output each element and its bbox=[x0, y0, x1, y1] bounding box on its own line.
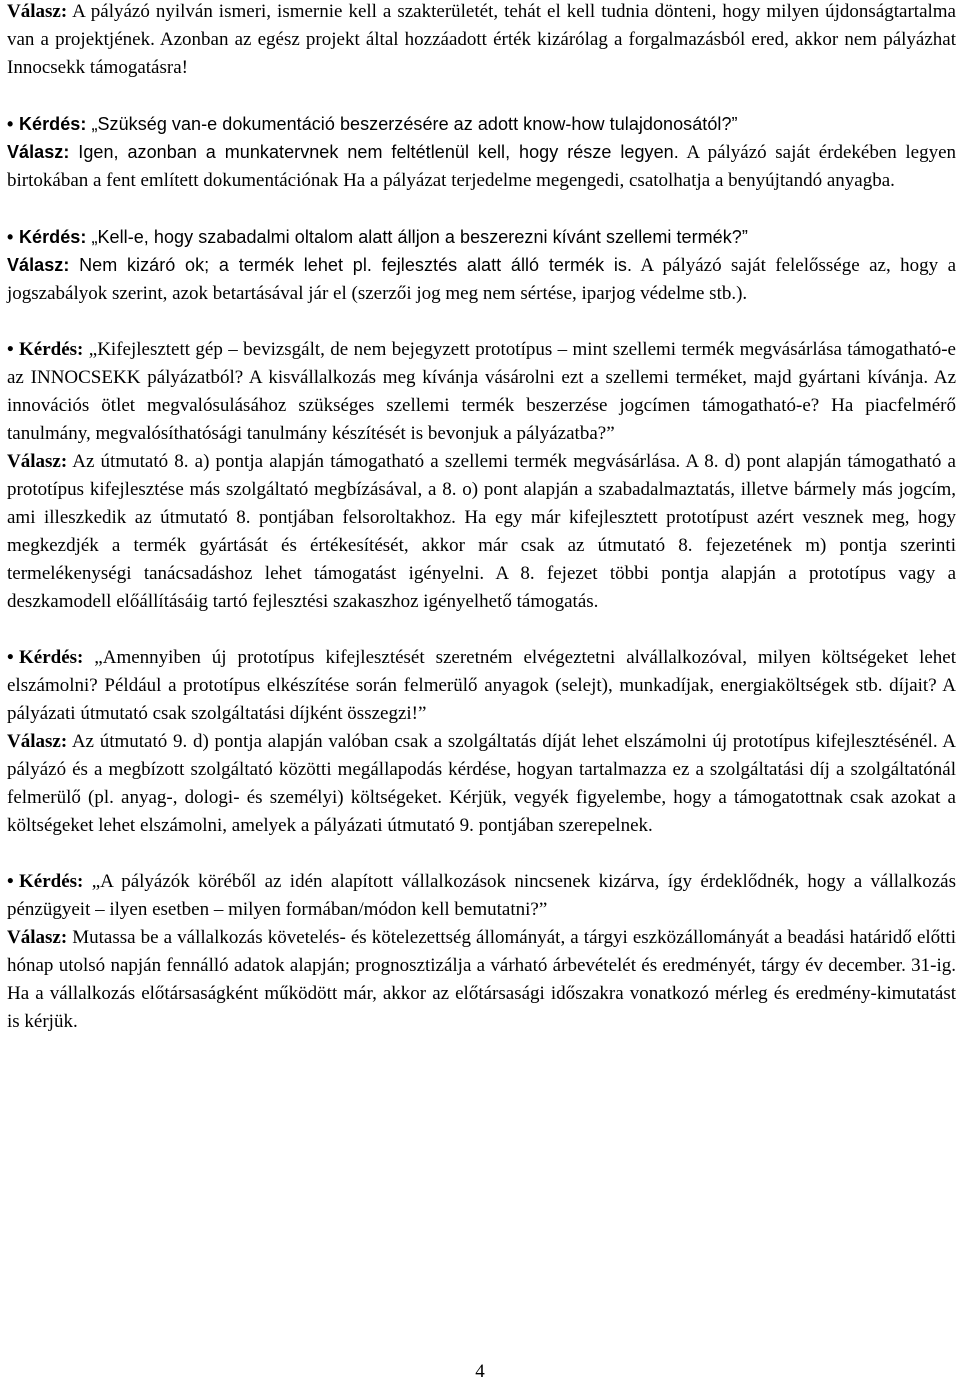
bullet-icon: • bbox=[7, 647, 14, 668]
answer-label: Válasz: bbox=[7, 255, 70, 275]
question-label: Kérdés: bbox=[19, 339, 84, 360]
answer bbox=[7, 251, 956, 308]
question-text: „A pályázók köréből az idén alapított vállalkozások nincsenek kizárva, így érdeklődnék, hogy a vállalkozás pénzügyeit – ilyen esetben – milyen formában/módon kell bemutatni?” bbox=[7, 871, 956, 920]
answer bbox=[7, 138, 956, 195]
question-label: Kérdés: bbox=[19, 114, 87, 134]
question-text: „Kell-e, hogy szabadalmi oltalom alatt álljon a beszerezni kívánt szellemi termék?” bbox=[86, 227, 748, 247]
bullet-icon: • bbox=[7, 227, 14, 247]
qa-item bbox=[7, 868, 956, 1036]
answer-label: Válasz: bbox=[7, 731, 68, 752]
answer-text: Mutassa be a vállalkozás követelés- és kötelezettség állományát, a tárgyi eszközállományát a beadási határidő előtti hónap utolsó napján fennálló adatok alapján; prognosztizálja a várható árbevételét és eredményét, tárgy év december. 31-ig. Ha a vállalkozás előtársaságként működött már, akkor az előtársasági időszakra vonatkozó mérleg és eredmény-kimutatást is kérjük. bbox=[7, 927, 956, 1032]
question-text: „Szükség van-e dokumentáció beszerzésére az adott know-how tulajdonosától?” bbox=[86, 114, 738, 134]
answer-text: A pályázó saját érdekében legyen birtokában a fent említett dokumentációnak Ha a pályázat terjedelme megengedi, csatolhatja a benyújtandó anyagba. bbox=[7, 142, 957, 191]
question-text: „Amennyiben új prototípus kifejlesztését szeretném elvégeztetni alvállalkozóval, milyen költségeket lehet elszámolni? Például a prototípus elkészítése során felmerülő anyagok (selejt), munkadíjak, energiaköltségek stb. díjait? A pályázati útmutató csak szolgáltatási díjként összegzi!” bbox=[7, 647, 956, 724]
question bbox=[7, 868, 956, 924]
intro-answer bbox=[7, 0, 956, 82]
question bbox=[7, 223, 956, 251]
question bbox=[7, 336, 956, 448]
answer-label: Válasz: bbox=[7, 451, 68, 472]
answer-label: Válasz: bbox=[7, 927, 68, 948]
answer-text-sans: Nem kizáró ok; a termék lehet pl. fejlesztés alatt álló termék is. bbox=[69, 255, 633, 275]
answer-label: Válasz: bbox=[7, 1, 68, 22]
answer bbox=[7, 448, 956, 616]
qa-item bbox=[7, 644, 956, 840]
bullet-icon: • bbox=[7, 871, 14, 892]
qa-item bbox=[7, 336, 956, 616]
question bbox=[7, 644, 956, 728]
question-text: „Kifejlesztett gép – bevizsgált, de nem bejegyzett prototípus – mint szellemi termék megvásárlása támogatható-e az INNOCSEKK pályázatból? A kisvállalkozás meg kívánja vásárolni ezt a szellemi terméket, majd gyártani kívánja. Az innovációs ötlet megvalósulásához szükséges szellemi termék beszerzése jogcímen támogatható-e? Ha piacfelmérő tanulmány, megvalósíthatósági tanulmány készítését is bevonjuk a pályázatba?” bbox=[7, 339, 956, 444]
question bbox=[7, 110, 956, 138]
answer bbox=[7, 924, 956, 1036]
answer-text-sans: Igen, azonban a munkatervnek nem feltétlenül kell, hogy része legyen. bbox=[69, 142, 679, 162]
question-label: Kérdés: bbox=[19, 227, 87, 247]
bullet-icon: • bbox=[7, 339, 14, 360]
qa-item bbox=[7, 223, 956, 308]
question-label: Kérdés: bbox=[19, 647, 84, 668]
answer-text: Az útmutató 9. d) pontja alapján valóban csak a szolgáltatás díját lehet elszámolni új prototípus kifejlesztésénél. A pályázó és a megbízott szolgáltató közötti megállapodás kérdése, hogyan tartalmazza ez a szolgáltatási díj a szolgáltatónál felmerülő (pl. anyag-, dologi- és személyi) költségeket. Kérjük, vegyék figyelembe, hogy a támogatottnak csak azokat a költségeket lehet elszámolni, amelyek a pályázati útmutató 9. pontjában szerepelnek. bbox=[7, 731, 956, 836]
document-page bbox=[7, 0, 956, 1036]
answer bbox=[7, 728, 956, 840]
answer-text: A pályázó nyilván ismeri, ismernie kell a szakterületét, tehát el kell tudnia dönteni, hogy milyen újdonságtartalma van a projektjének. Azonban az egész projekt által hozzáadott érték kizárólag a forgalmazásból ered, akkor nem pályázhat Innocsekk támogatásra! bbox=[7, 1, 956, 78]
answer-text: A pályázó saját felelőssége az, hogy a jogszabályok szerint, azok betartásával jár el (szerzői jog meg nem sértése, iparjog védelme stb.). bbox=[7, 255, 956, 304]
page-number: 4 bbox=[475, 1361, 485, 1382]
bullet-icon: • bbox=[7, 114, 14, 134]
question-label: Kérdés: bbox=[19, 871, 84, 892]
answer-text: Az útmutató 8. a) pontja alapján támogatható a szellemi termék megvásárlása. A 8. d) pont alapján támogatható a prototípus kifejlesztése más szolgáltató megbízásával, a 8. o) pont alapján a szabadalmaztatás, illetve bármely más jogcím, ami illeszkedik az útmutató 8. pontjában felsoroltakhoz. Ha egy már kifejlesztett prototípust azért vesznek meg, hogy megkezdjék a termék gyártását és értékesítését, akkor már csak az útmutató 8. fejezetének m) pontja szerinti termelékenységi tanácsadáshoz lehet támogatást igényelni. A 8. fejezet többi pontja alapján a prototípus vagy a deszkamodell előállításáig tartó fejlesztési szakaszhoz igényelhető támogatás. bbox=[7, 451, 956, 612]
qa-item bbox=[7, 110, 956, 195]
answer-label: Válasz: bbox=[7, 142, 70, 162]
